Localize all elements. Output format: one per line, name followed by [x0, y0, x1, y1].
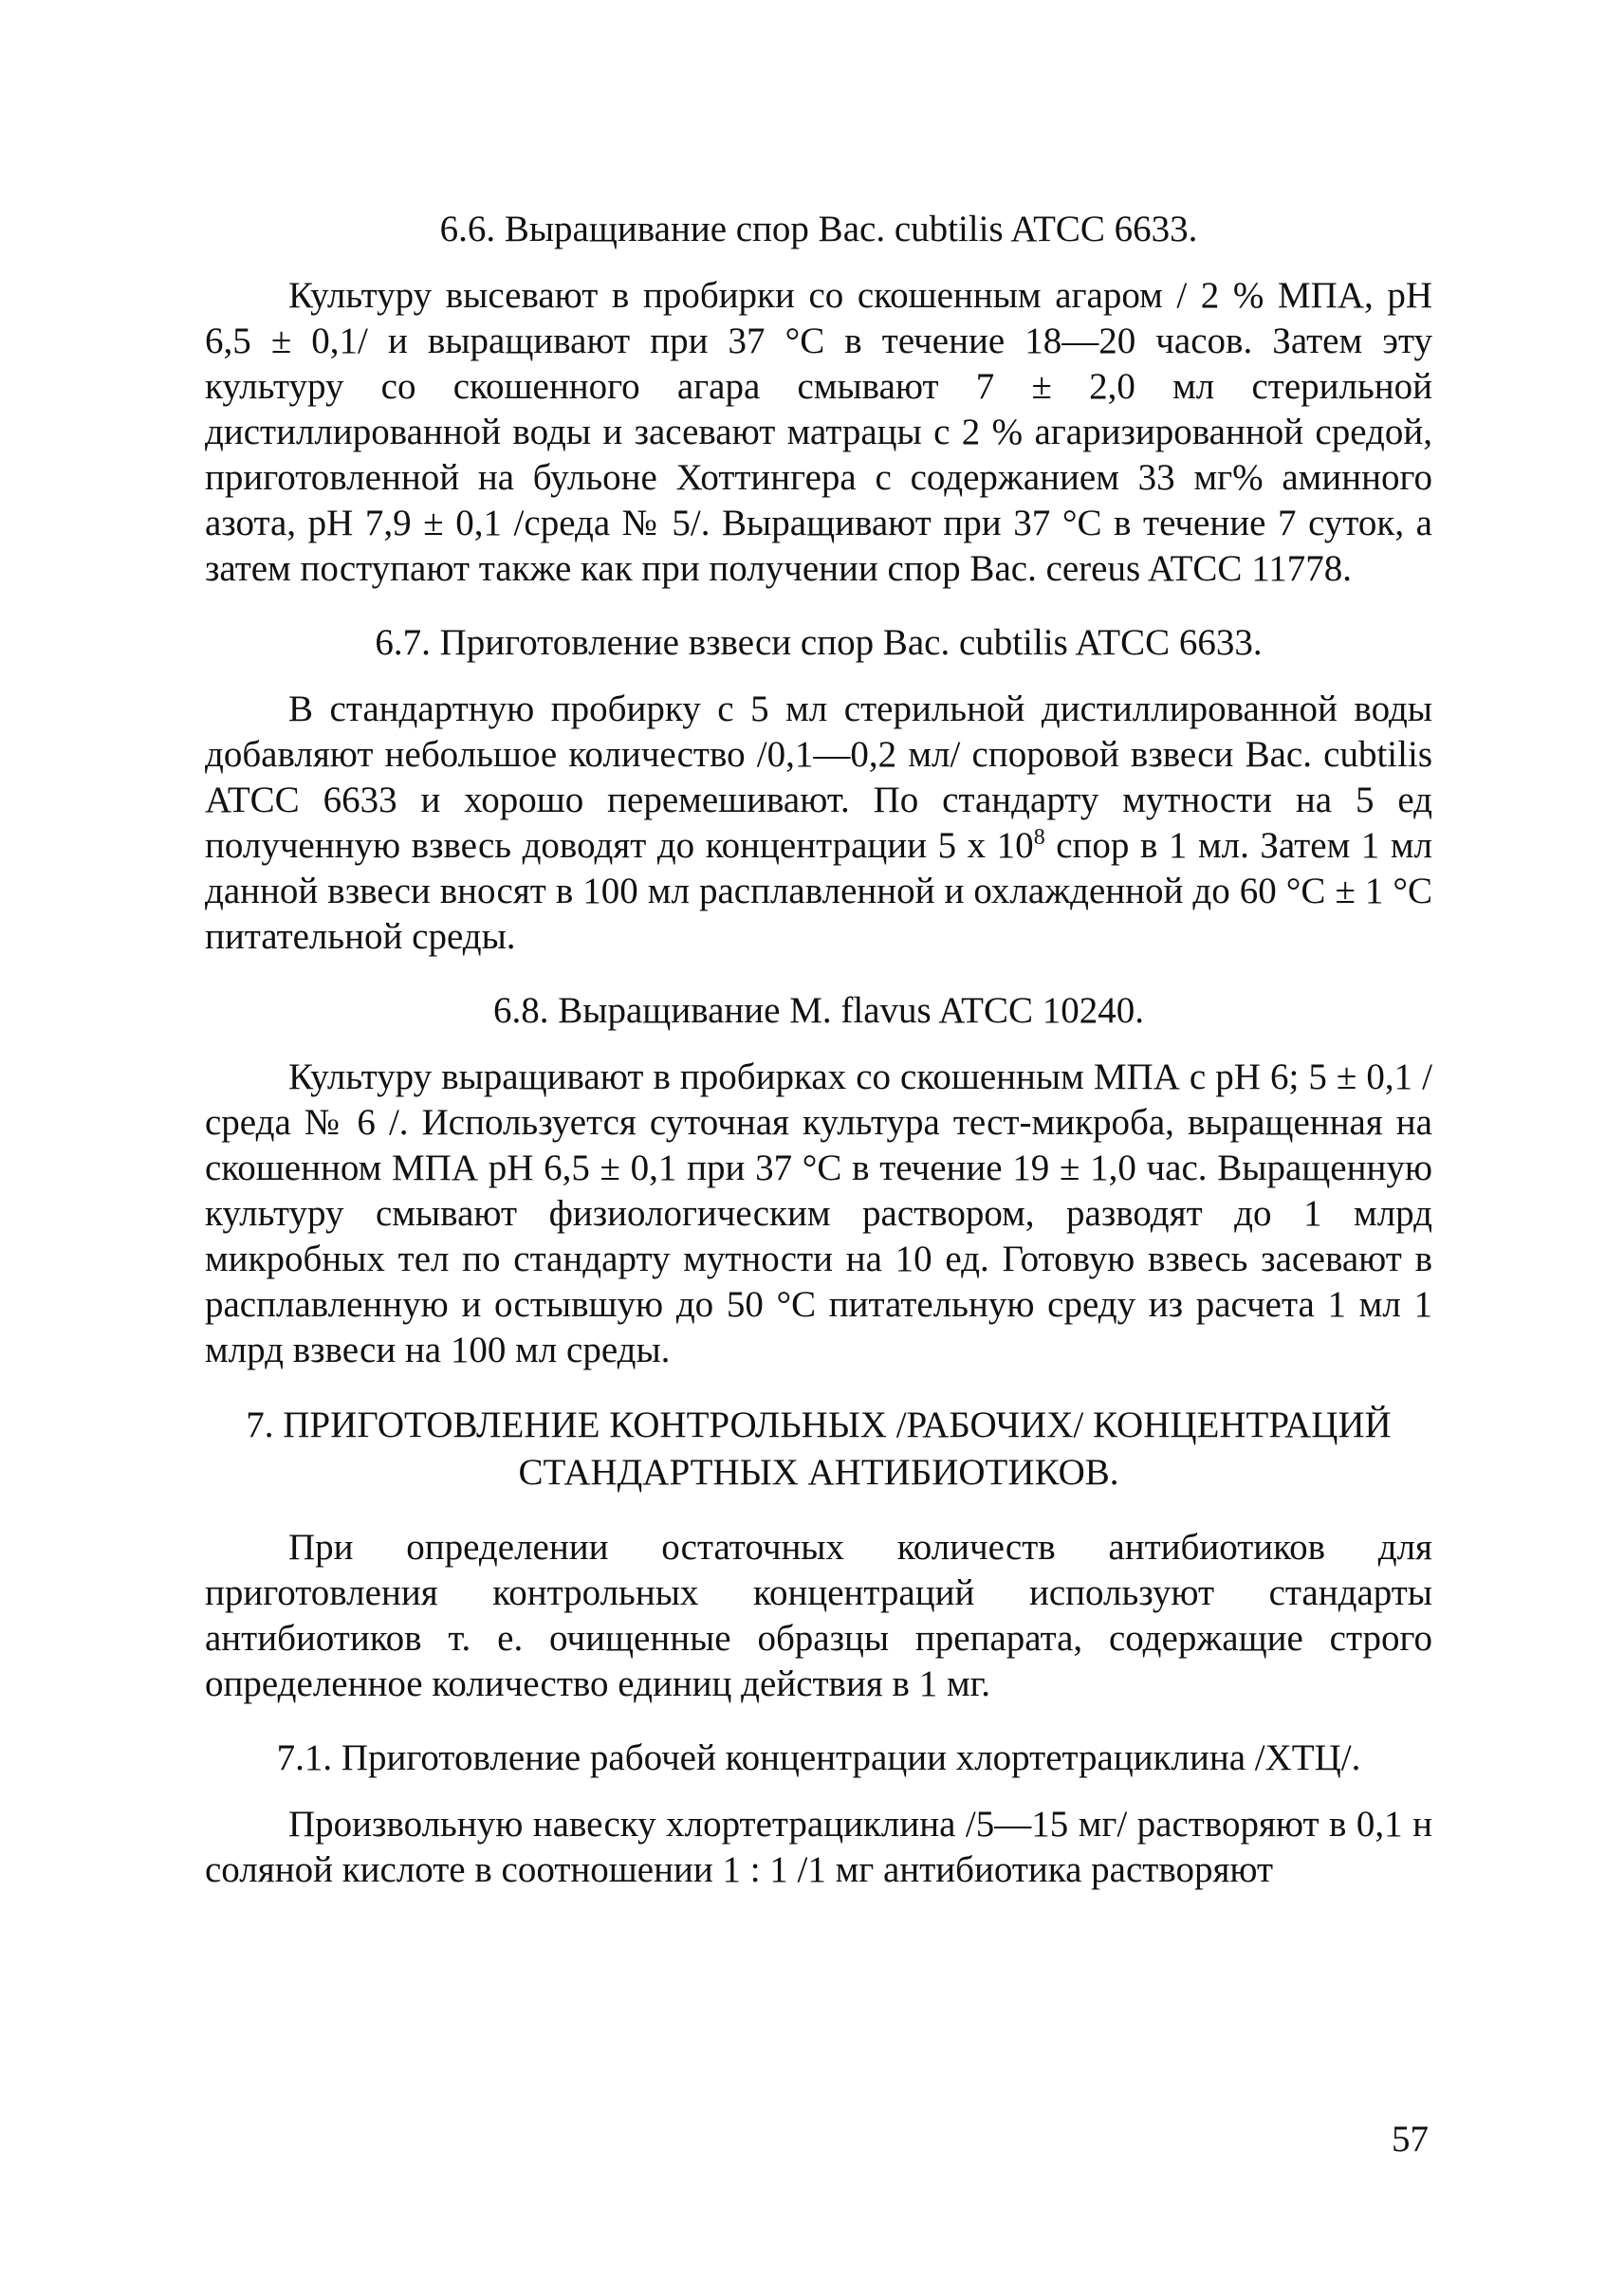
section-7-title-line-1: 7. ПРИГОТОВЛЕНИЕ КОНТРОЛЬНЫХ /РАБОЧИХ/ КОНЦЕНТРАЦИЙ [246, 1405, 1392, 1445]
section-7-paragraph: При определении остаточных количеств антибиотиков для приготовления контрольных концентраций используют стандарты антибиотиков т. е. очищенные образцы препарата, содержащие строго определенное количество единиц действия в 1 мг. [205, 1527, 1432, 1704]
section-6-6-title: 6.6. Выращивание спор Bac. cubtilis ATCC 6633. [439, 209, 1198, 249]
section-6-7-title: 6.7. Приготовление взвеси спор Bac. cubtilis ATCC 6633. [375, 622, 1263, 663]
section-6-8-title: 6.8. Выращивание M. flavus ATCC 10240. [493, 990, 1144, 1031]
section-6-7-text-part-a: В стандартную пробирку с 5 мл стерильной дистиллированной воды добавляют небольшое количество /0,1—0,2 мл/ споровой взвеси Bac. cubtilis ATCC 6633 и хорошо перемешивают. По стандарту мутности на 5 ед полученную взвесь доводят до концентрации 5 х 10 [205, 689, 1432, 866]
section-7-1-title: 7.1. Приготовление рабочей концентрации хлортетрациклина /ХТЦ/. [276, 1737, 1361, 1778]
section-6-7-paragraph [205, 687, 1432, 960]
section-6-7-text-part-b: спор в 1 мл. Затем 1 мл данной взвеси вносят в 100 мл расплавленной и охлажденной до 60 °С ± 1 °С питательной среды. [205, 825, 1432, 957]
section-7-title-line-2: СТАНДАРТНЫХ АНТИБИОТИКОВ. [518, 1452, 1119, 1493]
section-6-8-paragraph: Культуру выращивают в пробирках со скошенным МПА с pH 6; 5 ± 0,1 / среда № 6 /. Используется суточная культура тест-микроба, выращенная на скошенном МПА pH 6,5 ± 0,1 при 37 °С в течение 19 ± 1,0 час. Выращенную культуру смывают физиологическим раствором, разводят до 1 млрд микробных тел по стандарту мутности на 10 ед. Готовую взвесь засевают в расплавленную и остывшую до 50 °С питательную среду из расчета 1 мл 1 млрд взвеси на 100 мл среды. [205, 1056, 1432, 1370]
page-number: 57 [1392, 2119, 1429, 2159]
section-6-6-paragraph: Культуру высевают в пробирки со скошенным агаром / 2 % МПА, pH 6,5 ± 0,1/ и выращивают при 37 °С в течение 18—20 часов. Затем эту культуру со скошенного агара смывают 7 ± 2,0 мл стерильной дистиллированной воды и засевают матрацы с 2 % агаризированной средой, приготовленной на бульоне Хоттингера с содержанием 33 мг% аминного азота, pH 7,9 ± 0,1 /среда № 5/. Выращивают при 37 °С в течение 7 суток, а затем поступают также как при получении спор Bac. cereus ATCC 11778. [205, 275, 1432, 589]
section-7-1-paragraph: Произвольную навеску хлортетрациклина /5—15 мг/ растворяют в 0,1 н соляной кислоте в соотношении 1 : 1 /1 мг антибиотика растворяют [205, 1804, 1432, 1890]
text-column [205, 207, 1432, 1893]
exponent: 8 [1033, 825, 1045, 850]
